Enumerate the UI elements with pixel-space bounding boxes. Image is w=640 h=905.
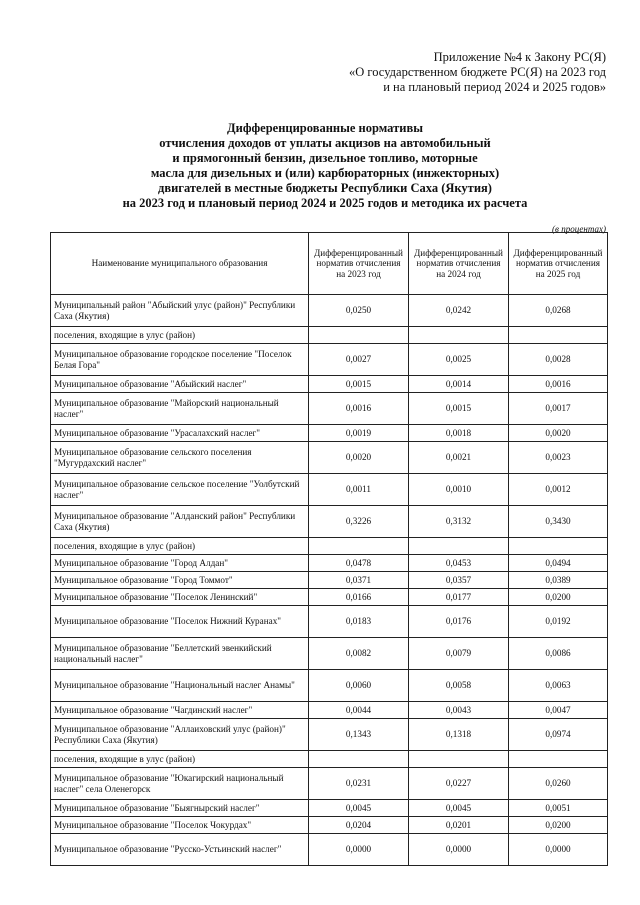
municipality-name: Муниципальное образование сельского поселения "Мугурдахский наслег" xyxy=(51,442,309,474)
value-2024 xyxy=(409,327,509,344)
municipality-name: Муниципальное образование "Майорский национальный наслег" xyxy=(51,393,309,425)
header-2023: Дифференцированный норматив отчисления на 2023 год xyxy=(309,233,409,295)
value-2023: 0,0166 xyxy=(309,589,409,606)
value-2023: 0,1343 xyxy=(309,719,409,751)
value-2025: 0,0200 xyxy=(509,817,608,834)
value-2025: 0,0000 xyxy=(509,834,608,866)
table-row xyxy=(51,751,608,768)
table-header-row xyxy=(51,233,608,295)
units-note: (в процентах) xyxy=(552,224,606,234)
municipality-name: Муниципальное образование "Аллаиховский улус (район)" Республики Саха (Якутия) xyxy=(51,719,309,751)
table-row xyxy=(51,474,608,506)
value-2025: 0,0086 xyxy=(509,638,608,670)
municipality-name: Муниципальное образование "Алданский район" Республики Саха (Якутия) xyxy=(51,506,309,538)
value-2024: 0,0079 xyxy=(409,638,509,670)
value-2025: 0,3430 xyxy=(509,506,608,538)
municipality-name: Муниципальное образование сельское поселение "Уолбутский наслег" xyxy=(51,474,309,506)
value-2025: 0,0268 xyxy=(509,295,608,327)
municipality-name: Муниципальный район "Абыйский улус (район)" Республики Саха (Якутия) xyxy=(51,295,309,327)
table-row xyxy=(51,817,608,834)
table-row xyxy=(51,327,608,344)
value-2023: 0,0478 xyxy=(309,555,409,572)
value-2024: 0,0010 xyxy=(409,474,509,506)
value-2024: 0,0014 xyxy=(409,376,509,393)
value-2024: 0,0045 xyxy=(409,800,509,817)
value-2023: 0,0060 xyxy=(309,670,409,702)
value-2024: 0,3132 xyxy=(409,506,509,538)
value-2024: 0,0453 xyxy=(409,555,509,572)
value-2023: 0,0183 xyxy=(309,606,409,638)
table-row xyxy=(51,768,608,800)
document-title xyxy=(40,121,610,211)
value-2024: 0,0043 xyxy=(409,702,509,719)
value-2024 xyxy=(409,538,509,555)
value-2024: 0,0018 xyxy=(409,425,509,442)
value-2023: 0,0019 xyxy=(309,425,409,442)
value-2023: 0,0044 xyxy=(309,702,409,719)
value-2024: 0,0015 xyxy=(409,393,509,425)
value-2023: 0,3226 xyxy=(309,506,409,538)
value-2025: 0,0047 xyxy=(509,702,608,719)
title-line-4: масла для дизельных и (или) карбюраторных (инжекторных) xyxy=(150,166,500,180)
value-2023: 0,0045 xyxy=(309,800,409,817)
value-2024: 0,0177 xyxy=(409,589,509,606)
value-2024: 0,0025 xyxy=(409,344,509,376)
municipality-name: Муниципальное образование "Юкагирский национальный наслег" села Оленегорск xyxy=(51,768,309,800)
municipality-name: Муниципальное образование "Беллетский эвенкийский национальный наслег" xyxy=(51,638,309,670)
value-2023: 0,0204 xyxy=(309,817,409,834)
municipality-name: Муниципальное образование "Русско-Устьинский наслег" xyxy=(51,834,309,866)
value-2025: 0,0051 xyxy=(509,800,608,817)
value-2024: 0,0000 xyxy=(409,834,509,866)
title-line-1: Дифференцированные нормативы xyxy=(227,121,423,135)
value-2025: 0,0063 xyxy=(509,670,608,702)
value-2023: 0,0016 xyxy=(309,393,409,425)
municipality-name: Муниципальное образование "Урасалахский наслег" xyxy=(51,425,309,442)
table-row xyxy=(51,834,608,866)
annex-line-1: Приложение №4 к Закону РС(Я) xyxy=(433,50,606,64)
table-row xyxy=(51,670,608,702)
value-2025: 0,0494 xyxy=(509,555,608,572)
table-row xyxy=(51,719,608,751)
value-2025: 0,0200 xyxy=(509,589,608,606)
annex-header xyxy=(349,50,606,95)
value-2023: 0,0015 xyxy=(309,376,409,393)
table-row xyxy=(51,538,608,555)
value-2024: 0,0176 xyxy=(409,606,509,638)
value-2024: 0,0242 xyxy=(409,295,509,327)
value-2025: 0,0974 xyxy=(509,719,608,751)
header-2025: Дифференцированный норматив отчисления на 2025 год xyxy=(509,233,608,295)
value-2025: 0,0023 xyxy=(509,442,608,474)
title-line-5: двигателей в местные бюджеты Республики Саха (Якутия) xyxy=(158,181,492,195)
municipality-name: Муниципальное образование "Абыйский наслег" xyxy=(51,376,309,393)
table-row xyxy=(51,555,608,572)
table-row xyxy=(51,589,608,606)
value-2024: 0,0058 xyxy=(409,670,509,702)
value-2024: 0,0201 xyxy=(409,817,509,834)
value-2025: 0,0028 xyxy=(509,344,608,376)
municipality-name: Муниципальное образование "Поселок Нижний Куранах" xyxy=(51,606,309,638)
value-2023 xyxy=(309,538,409,555)
value-2023: 0,0000 xyxy=(309,834,409,866)
municipality-name: Муниципальное образование "Поселок Чокурдах" xyxy=(51,817,309,834)
value-2023 xyxy=(309,327,409,344)
value-2023: 0,0027 xyxy=(309,344,409,376)
municipality-name: Муниципальное образование "Город Алдан" xyxy=(51,555,309,572)
value-2024: 0,0227 xyxy=(409,768,509,800)
table-row xyxy=(51,393,608,425)
municipality-name: Муниципальное образование городское поселение "Поселок Белая Гора" xyxy=(51,344,309,376)
value-2025: 0,0389 xyxy=(509,572,608,589)
table-row xyxy=(51,376,608,393)
value-2023: 0,0011 xyxy=(309,474,409,506)
value-2023: 0,0250 xyxy=(309,295,409,327)
value-2024: 0,0021 xyxy=(409,442,509,474)
norms-table xyxy=(50,232,608,866)
value-2025 xyxy=(509,538,608,555)
table-body xyxy=(51,295,608,866)
table-row xyxy=(51,800,608,817)
municipality-name: Муниципальное образование "Национальный наслег Анамы" xyxy=(51,670,309,702)
value-2023: 0,0082 xyxy=(309,638,409,670)
table-row xyxy=(51,442,608,474)
value-2023: 0,0231 xyxy=(309,768,409,800)
value-2023: 0,0020 xyxy=(309,442,409,474)
municipality-name: Муниципальное образование "Поселок Ленинский" xyxy=(51,589,309,606)
table-row xyxy=(51,702,608,719)
value-2025: 0,0020 xyxy=(509,425,608,442)
value-2025: 0,0012 xyxy=(509,474,608,506)
value-2025 xyxy=(509,327,608,344)
table-row xyxy=(51,506,608,538)
title-line-2: отчисления доходов от уплаты акцизов на автомобильный xyxy=(159,136,491,150)
header-2024: Дифференцированный норматив отчисления на 2024 год xyxy=(409,233,509,295)
value-2025: 0,0016 xyxy=(509,376,608,393)
table-row xyxy=(51,295,608,327)
value-2023 xyxy=(309,751,409,768)
annex-line-2: «О государственном бюджете РС(Я) на 2023 год xyxy=(349,65,606,79)
municipality-name: поселения, входящие в улус (район) xyxy=(51,751,309,768)
title-line-6: на 2023 год и плановый период 2024 и 2025 годов и методика их расчета xyxy=(122,196,528,210)
table-row xyxy=(51,638,608,670)
value-2025: 0,0260 xyxy=(509,768,608,800)
table-row xyxy=(51,572,608,589)
municipality-name: Муниципальное образование "Город Томмот" xyxy=(51,572,309,589)
value-2024: 0,0357 xyxy=(409,572,509,589)
table-row xyxy=(51,425,608,442)
value-2024 xyxy=(409,751,509,768)
value-2024: 0,1318 xyxy=(409,719,509,751)
header-municipality: Наименование муниципального образования xyxy=(51,233,309,295)
annex-line-3: и на плановый период 2024 и 2025 годов» xyxy=(383,80,606,94)
table-row xyxy=(51,606,608,638)
municipality-name: поселения, входящие в улус (район) xyxy=(51,327,309,344)
municipality-name: Муниципальное образование "Чагдинский наслег" xyxy=(51,702,309,719)
table-row xyxy=(51,344,608,376)
title-line-3: и прямогонный бензин, дизельное топливо, моторные xyxy=(172,151,478,165)
value-2025: 0,0192 xyxy=(509,606,608,638)
value-2025: 0,0017 xyxy=(509,393,608,425)
municipality-name: поселения, входящие в улус (район) xyxy=(51,538,309,555)
value-2025 xyxy=(509,751,608,768)
municipality-name: Муниципальное образование "Быягнырский наслег" xyxy=(51,800,309,817)
value-2023: 0,0371 xyxy=(309,572,409,589)
